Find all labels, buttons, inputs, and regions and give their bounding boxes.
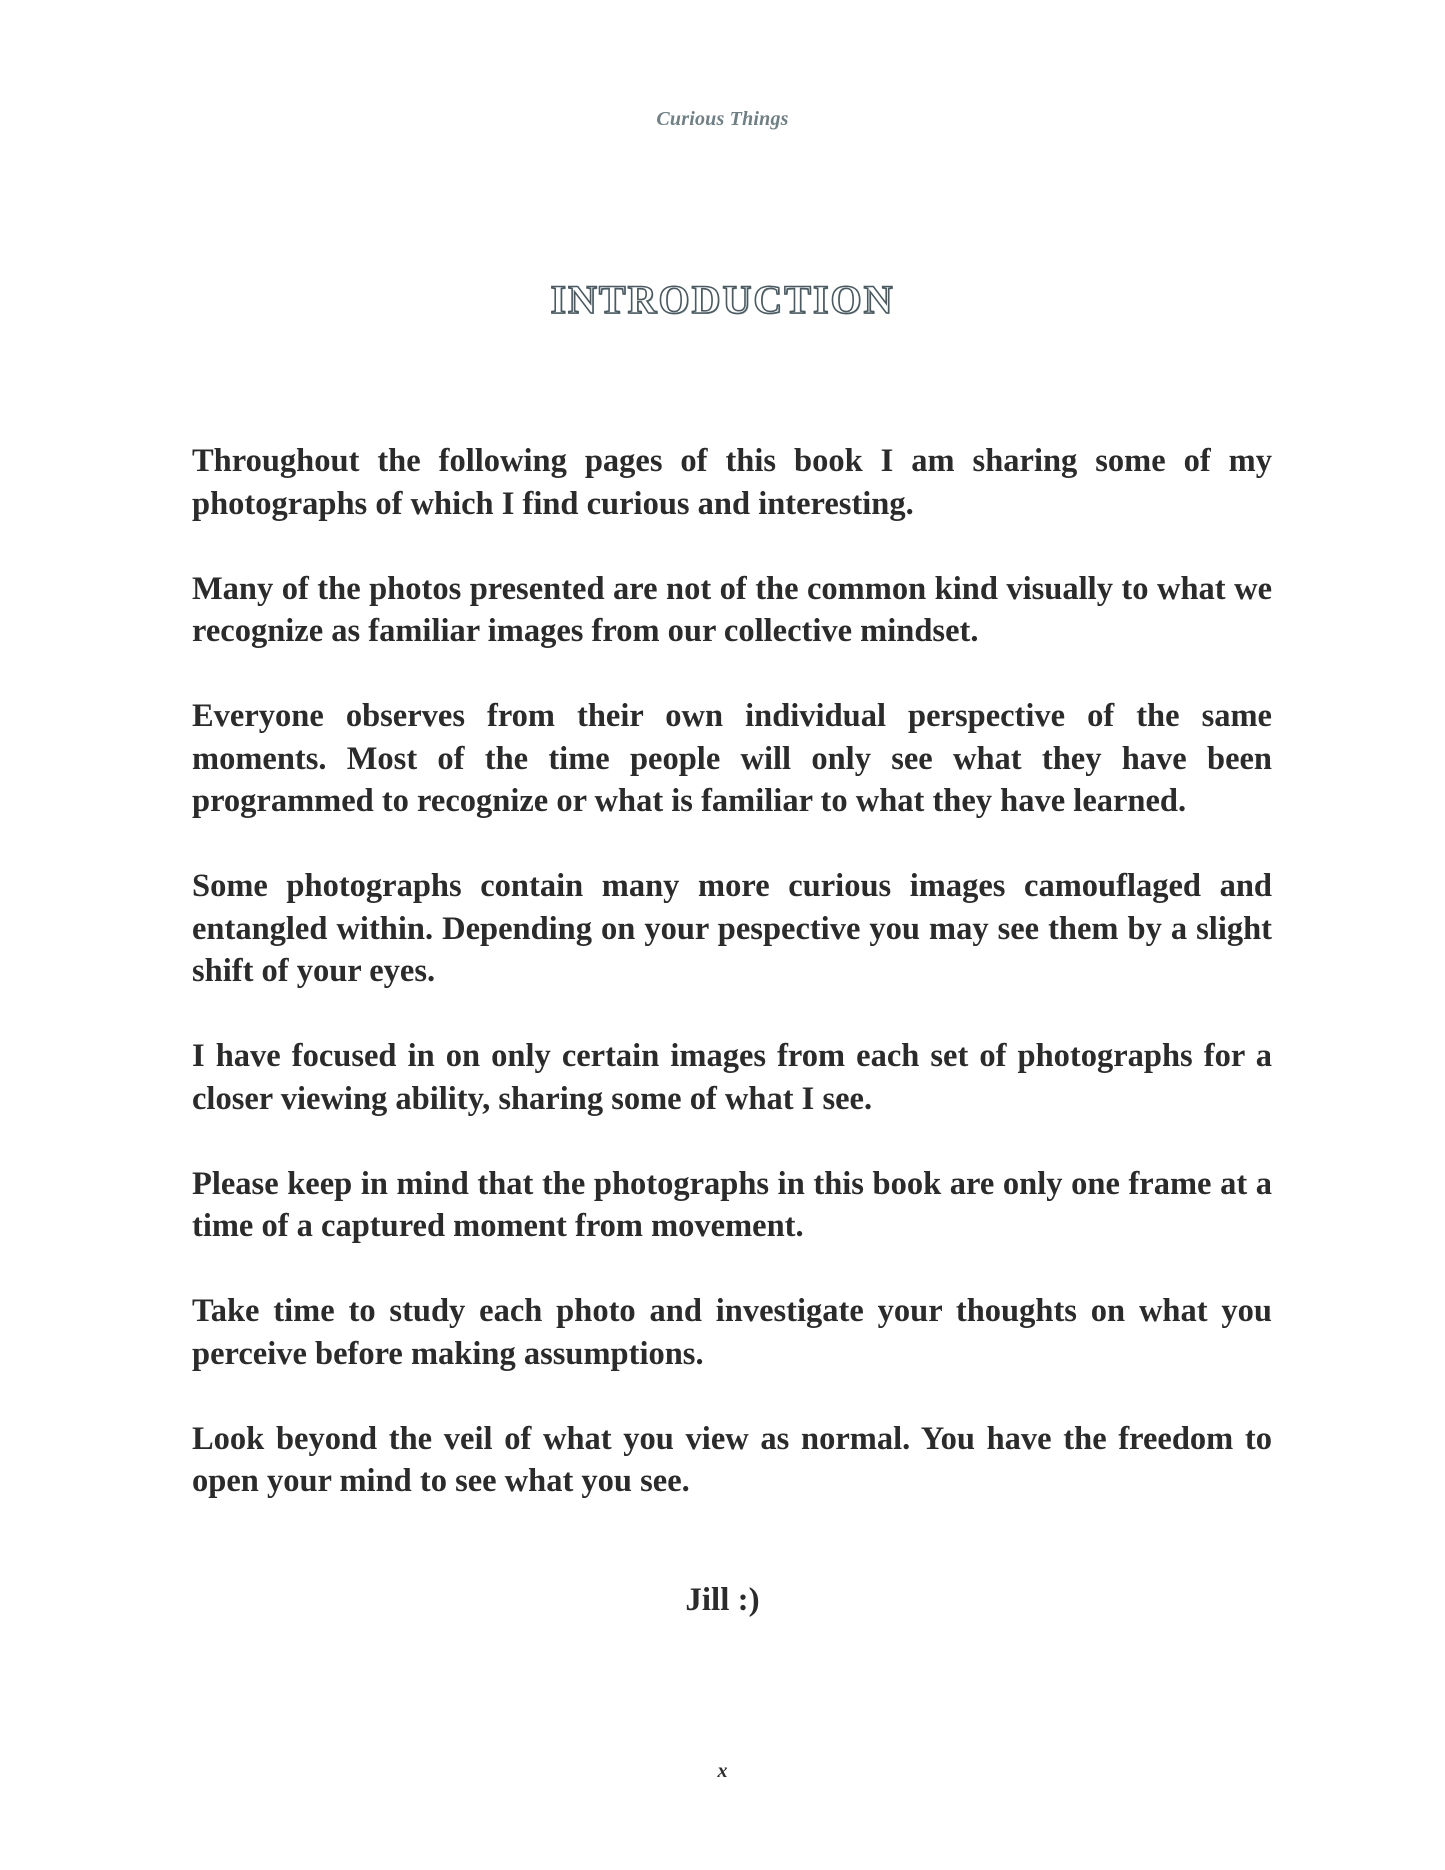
running-header: Curious Things <box>656 108 789 130</box>
paragraph-3: Everyone observes from their own individual perspective of the same moments. Most of the time people will only see what they have been programmed to recognize or what is familiar to what they have learned. <box>192 698 1272 819</box>
paragraph-5: I have focused in on only certain images from each set of photographs for a closer viewing ability, sharing some of what I see. <box>192 1038 1272 1117</box>
paragraph-7: Take time to study each photo and investigate your thoughts on what you perceive before making assumptions. <box>192 1293 1272 1372</box>
chapter-title: INTRODUCTION <box>550 277 895 322</box>
paragraph-2: Many of the photos presented are not of the common kind visually to what we recognize as familiar images from our collective mindset. <box>192 570 1272 649</box>
page-number: x <box>717 1760 728 1782</box>
paragraph-4: Some photographs contain many more curious images camouflaged and entangled within. Depending on your pespective you may see them by a slight shift of your eyes. <box>192 868 1272 989</box>
author-signature: Jill :) <box>685 1582 760 1618</box>
paragraph-6: Please keep in mind that the photographs in this book are only one frame at a time of a captured moment from movement. <box>192 1165 1272 1244</box>
paragraph-1: Throughout the following pages of this book I am sharing some of my photographs of which I find curious and interesting. <box>192 443 1272 522</box>
body-text <box>192 440 1272 1545</box>
paragraph-8: Look beyond the veil of what you view as normal. You have the freedom to open your mind to see what you see. <box>192 1420 1272 1499</box>
